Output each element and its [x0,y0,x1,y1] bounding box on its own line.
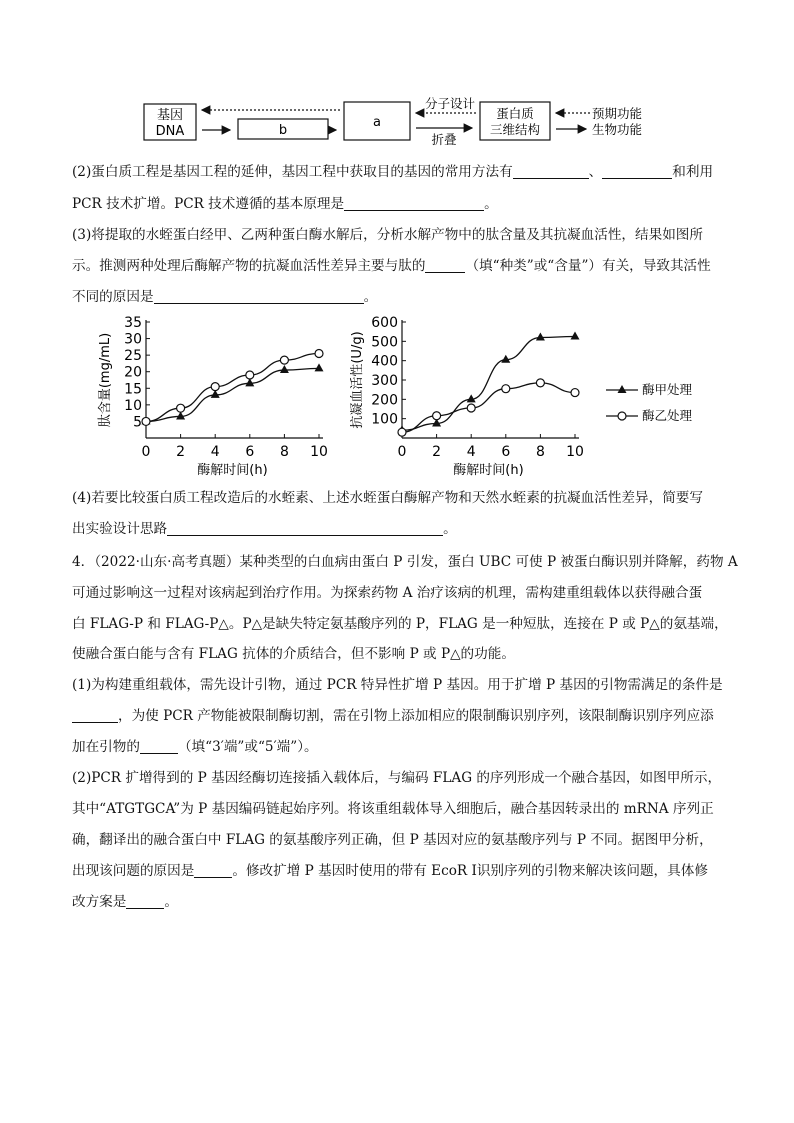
circle-point [211,383,219,391]
circle-point [246,371,254,379]
y-axis-label: 肽含量(mg/mL) [98,332,113,428]
q2-blank-3[interactable] [344,196,484,211]
legend-label-b: 酶乙处理 [642,408,693,423]
series-line-triangle [402,337,575,431]
p4-line-2: 可通过影响这一过程对该病起到治疗作用。为探索药物 A 治疗该病的机理，需构建重组载体以获得融合蛋 [72,585,703,601]
x-tick-label: 2 [432,444,442,460]
x-axis-label: 酶解时间(h) [453,463,524,478]
x-tick-label: 0 [141,444,151,460]
protein-label-2: 三维结构 [489,122,541,137]
q3-line-2: 示。推测两种处理后酶解产物的抗凝血活性差异主要与肽的 （填“种类”或“含量”）有关，导致其活性 [72,258,711,274]
triangle-point [571,332,580,340]
y-tick-label: 10 [124,397,142,414]
gene-dna-label-2: DNA [155,124,185,139]
p4-line-1: 4．（2022·山东·高考真题）某种类型的白血病由蛋白 P 引发，蛋白 UBC 可使 P 被蛋白酶识别并降解，药物 A [72,554,738,570]
p4-s1-line-2: ，为使 PCR 产物能被限制酶切割，需在引物上添加相应的限制酶识别序列，该限制酶识别序列应添 [72,707,714,725]
y-tick-label: 30 [124,331,142,348]
q3-blank-2[interactable] [154,289,364,304]
box-b-label: b [278,123,288,138]
q2-line-1: (2)蛋白质工程是基因工程的延伸，基因工程中获取目的基因的常用方法有 、 和利用 [72,164,714,180]
p4-line-4: 使融合蛋白能与含有 FLAG 抗体的介质结合，但不影响 P 或 P△的功能。 [72,646,515,662]
y-tick-label: 200 [371,392,398,409]
y-tick-label: 600 [371,315,398,331]
series-line-triangle [146,368,319,421]
protein-label-1: 蛋白质 [496,106,534,121]
x-tick-label: 4 [466,444,476,460]
p4-s2-blank-2[interactable] [126,894,164,909]
p4-line-3: 白 FLAG-P 和 FLAG-P△。P△是缺失特定氨基酸序列的 P，FLAG 是一种短肽，连接在 P 或 P△的氨基端， [72,616,728,632]
y-tick-label: 35 [124,315,142,331]
x-tick-label: 6 [501,444,511,460]
q4-blank-1[interactable] [167,521,443,536]
y-tick-label: 25 [124,348,142,365]
p4-s1-blank-2[interactable] [140,739,178,754]
y-tick-label: 15 [124,381,142,398]
circle-point [398,428,406,436]
y-tick-label: 400 [371,353,398,370]
y-tick-label: 100 [371,411,398,428]
q4-line-2: 出实验设计思路 。 [72,521,457,537]
circle-point [571,389,579,397]
anticoagulant-activity-chart [350,314,600,479]
y-tick-label: 300 [371,373,398,389]
circle-point [315,349,323,357]
box-a-label: a [373,115,381,130]
triangle-point [315,363,324,371]
legend-circle-icon [618,412,626,420]
series-line-circle [146,353,319,421]
legend-triangle-icon [618,385,627,393]
x-tick-label: 8 [279,444,289,460]
circle-point [177,404,185,412]
circle-point [502,385,510,393]
triangle-point [501,355,510,363]
circle-point [142,417,150,425]
y-tick-label: 20 [124,364,142,381]
p4-s1-blank-1[interactable] [72,708,118,723]
peptide-content-chart [94,314,344,479]
circle-point [433,412,441,420]
x-tick-label: 10 [566,444,584,460]
p4-s2-blank-1[interactable] [194,863,232,878]
y-axis-label: 抗凝血活性(U/g) [350,331,365,429]
p4-s1-line-3: 加在引物的 （填“3′端”或“5′端”）。 [72,739,318,755]
x-tick-label: 4 [210,444,220,460]
q2-line-2: PCR 技术扩增。PCR 技术遵循的基本原理是 。 [72,196,498,212]
expected-function-label: 预期功能 [592,106,643,121]
protein-engineering-flow-diagram [140,96,660,146]
triangle-point [536,332,545,340]
q3-line-3: 不同的原因是 。 [72,289,378,305]
p4-s2-line-1: (2)PCR 扩增得到的 P 基因经酶切连接插入载体后，与编码 FLAG 的序列形成一个融合基因，如图甲所示， [72,770,722,786]
x-tick-label: 6 [245,444,255,460]
p4-s1-line-1: (1)为构建重组载体，需先设计引物，通过 PCR 特异性扩增 P 基因。用于扩增 P 基因的引物需满足的条件是 [72,677,723,693]
y-tick-label: 5 [133,414,142,431]
p4-s2-line-2: 其中“ATGTGCA”为 P 基因编码链起始序列。将该重组载体导入细胞后，融合基因转录出的 mRNA 序列正 [72,801,714,817]
x-tick-label: 0 [397,444,407,460]
chart-legend [604,378,714,428]
biological-function-label: 生物功能 [592,122,643,137]
gene-dna-label-1: 基因 [156,108,184,123]
q4-line-1: (4)若要比较蛋白质工程改造后的水蛭素、上述水蛭蛋白酶解产物和天然水蛭素的抗凝血活性差异，简要写 [72,490,703,506]
legend-label-a: 酶甲处理 [642,382,693,397]
folding-label: 折叠 [431,132,457,146]
x-axis-label: 酶解时间(h) [197,463,268,478]
x-tick-label: 2 [176,444,186,460]
circle-point [280,356,288,364]
x-tick-label: 8 [535,444,545,460]
q2-blank-1[interactable] [513,164,589,179]
y-tick-label: 500 [371,334,398,351]
x-tick-label: 10 [310,444,328,460]
q3-blank-1[interactable] [425,258,465,273]
circle-point [467,404,475,412]
p4-s2-line-3: 确，翻译出的融合蛋白中 FLAG 的氨基酸序列正确，但 P 基因对应的氨基酸序列与 P 不同。据图甲分析， [72,832,713,848]
circle-point [536,379,544,387]
p4-s2-line-4: 出现该问题的原因是 。修改扩增 P 基因时使用的带有 EcoR Ⅰ识别序列的引物来解决该问题，具体修 [72,863,708,879]
molecular-design-label: 分子设计 [424,96,476,111]
p4-s2-line-5: 改方案是 。 [72,894,178,910]
q2-blank-2[interactable] [602,164,672,179]
triangle-point [280,365,289,373]
q3-line-1: (3)将提取的水蛭蛋白经甲、乙两种蛋白酶水解后，分析水解产物中的肽含量及其抗凝血活性，结果如图所 [72,227,703,243]
